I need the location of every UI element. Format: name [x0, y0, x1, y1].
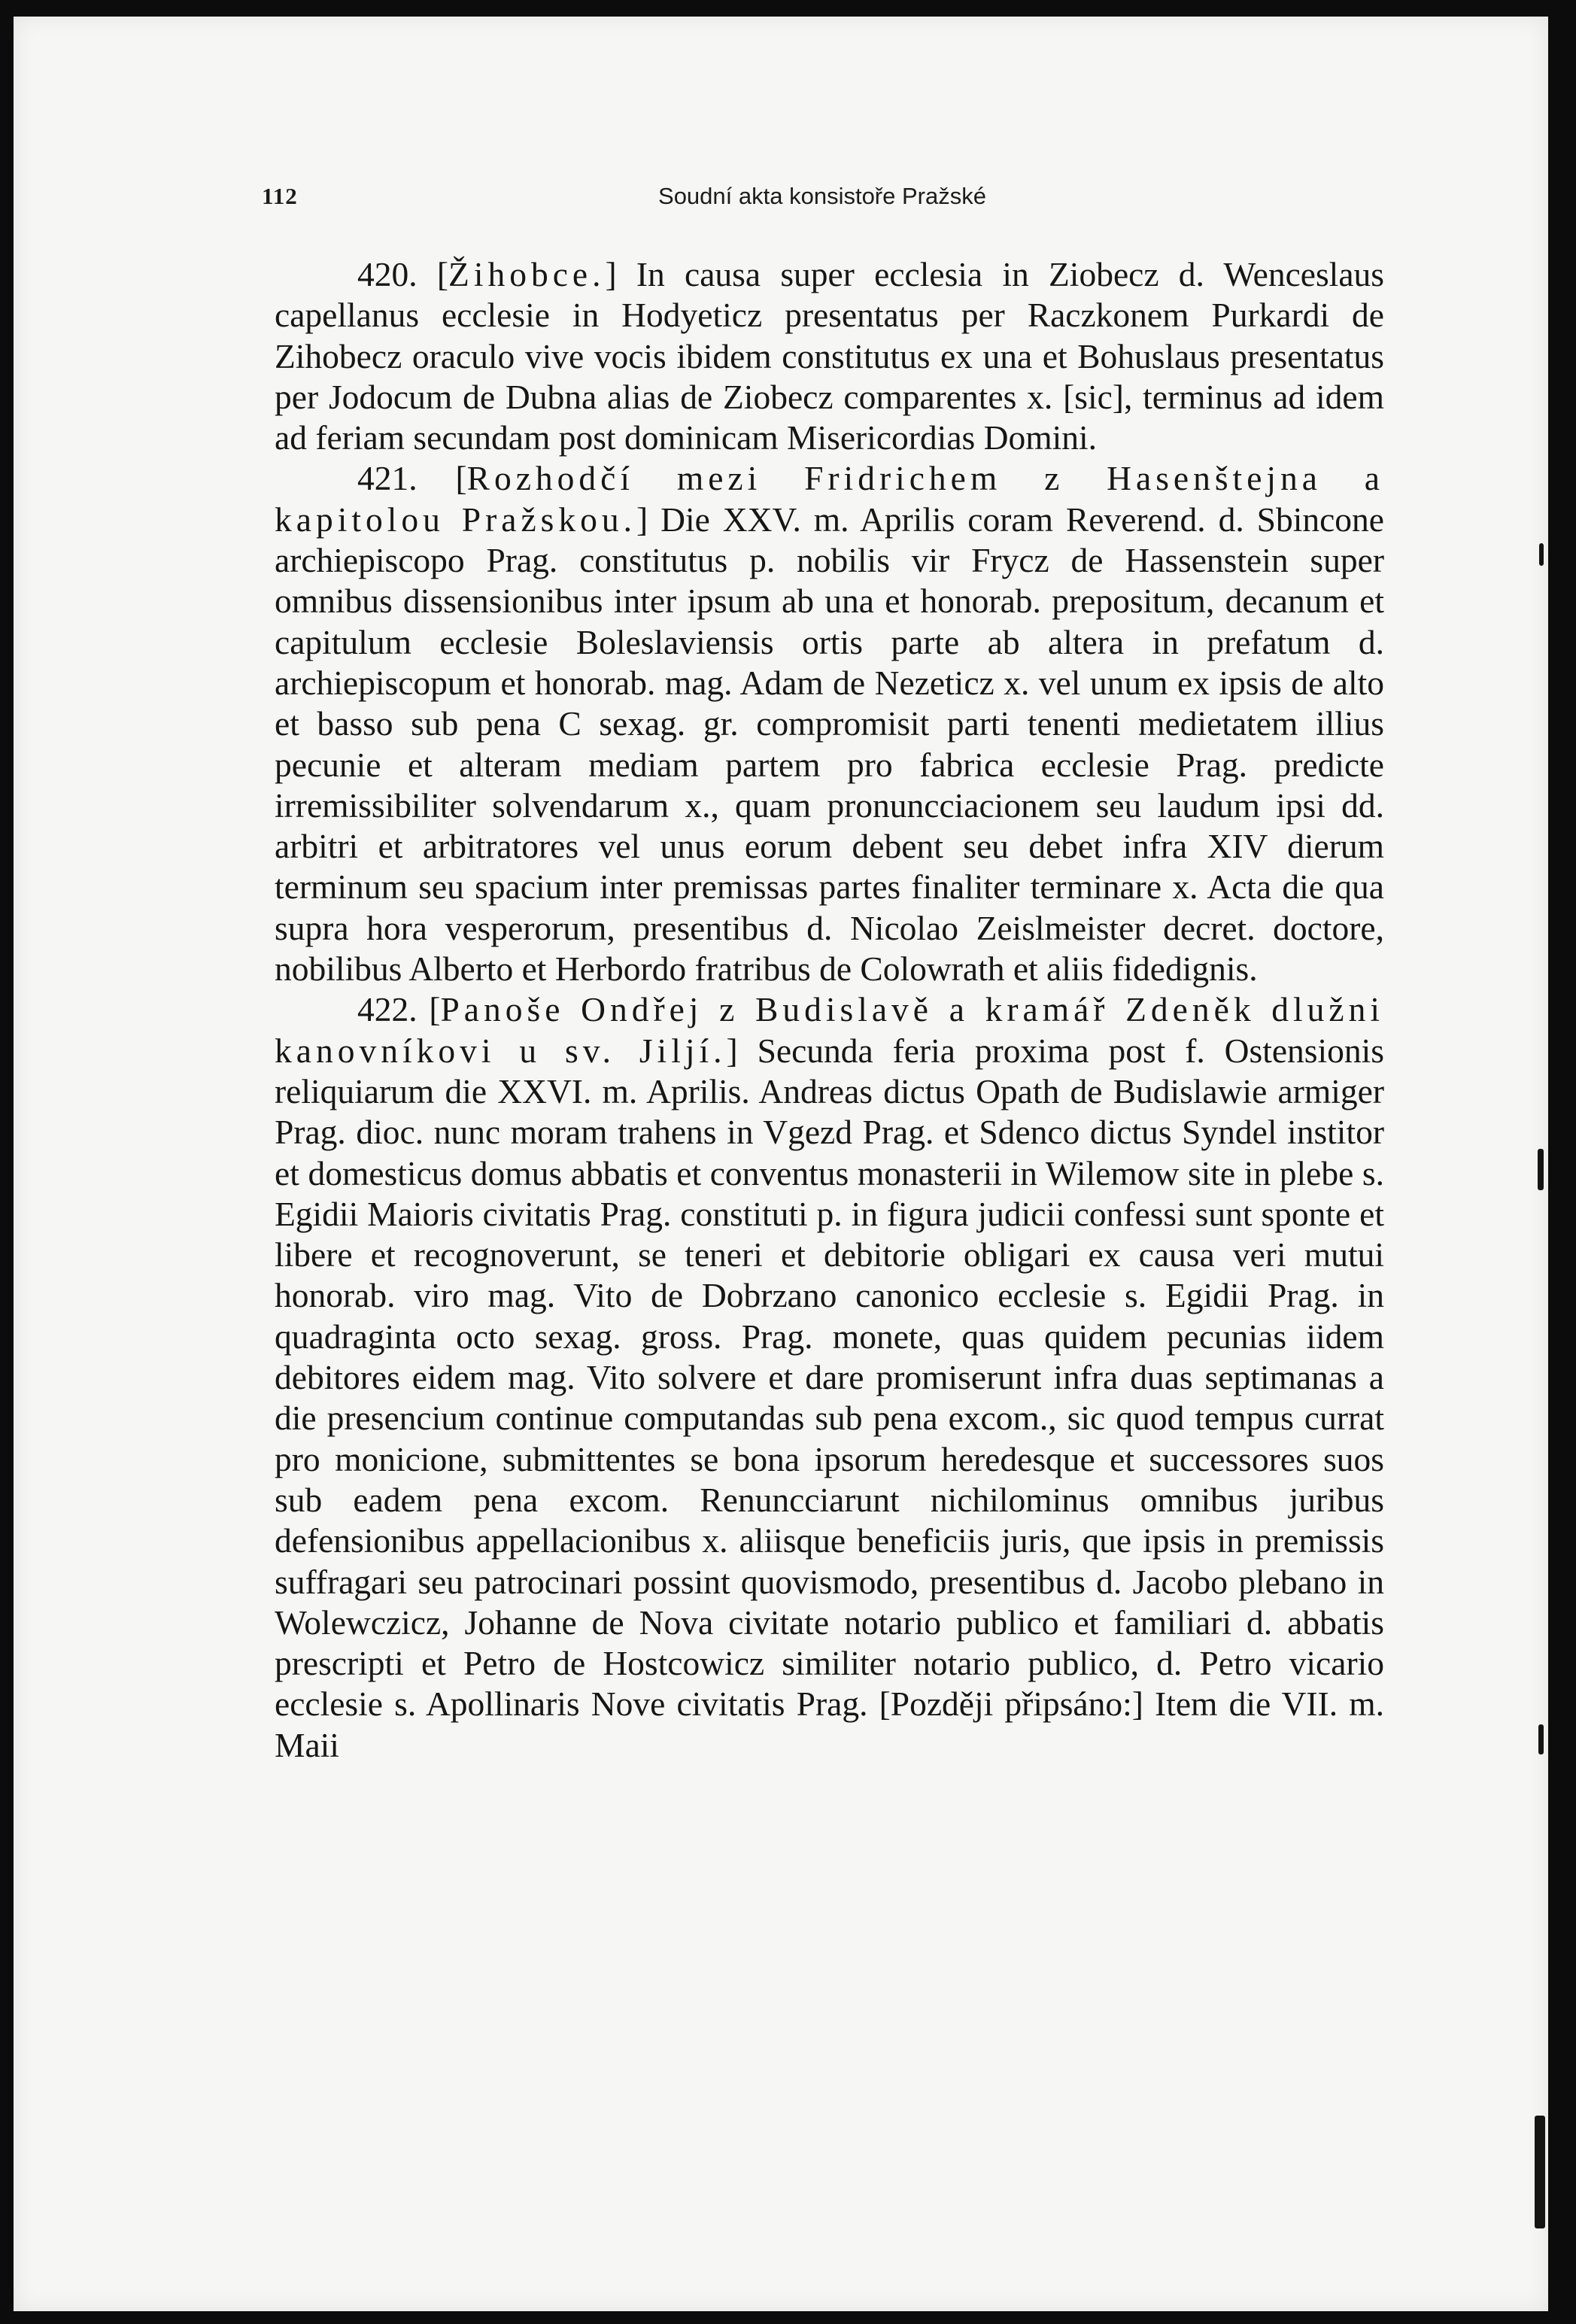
entry-number: 421.	[357, 459, 418, 498]
binding-mark	[1539, 543, 1544, 566]
entry-text: Secunda feria proxima post f. Ostensionis reliquiarum die XXVI. m. Aprilis. Andreas dictus Opath de Budislawie armiger Prag. dioc. nunc moram trahens in Vgezd Prag. et Sdenco dictus Syndel institor et domesticus domus abbatis et conventus monasterii in Wilemow site in plebe s. Egidii Maioris civitatis Prag. constituti p. in figura judicii confessi sunt sponte et libere et recognoverunt, se teneri et debitorie obligari ex causa veri mutui honorab. viro mag. Vito de Dobrzano canonico ecclesie s. Egidii Prag. in quadraginta octo sexag. gross. Prag. monete, quas quidem pecunias iidem debitores eidem mag. Vito solvere et dare promiserunt infra duas septimanas a die presencium continue computandas sub pena excom., sic quod tempus currat pro monicione, submittentes se bona ipsorum heredesque et successores suos sub eadem pena excom. Renuncciarunt nichilominus omnibus juribus defensionibus appellacionibus x. aliisque beneficiis juris, que ipsis in premissis suffragari seu patrocinari possint quovismodo, presentibus d. Jacobo plebano in Wolewczicz, Johanne de Nova civitate notario publico et familiari d. abbatis prescripti et Petro de Hostcowicz similiter notario publico, d. Petro vicario ecclesie s. Apollinaris Nove civitatis Prag. [Později připsáno:] Item die VII. m. Maii	[275, 1031, 1385, 1764]
entry-title: Žihobce.	[448, 255, 606, 293]
entry-421: 421. [Rozhodčí mezi Fridrichem z Hasenštejna a kapitolou Pražskou.] Die XXV. m. Aprilis coram Reverend. d. Sbincone archiepiscopo Prag. constitutus p. nobilis vir Frycz de Hassenstein super omnibus dissensionibus inter ipsum ab una et honorab. prepositum, decanum et capitulum ecclesie Boleslaviensis ortis parte ab altera in prefatum d. archiepiscopum et honorab. mag. Adam de Nezeticz x. vel unum ex ipsis de alto et basso sub pena C sexag. gr. compromisit parti tenenti medietatem illius pecunie et alteram mediam partem pro fabrica ecclesie Prag. predicte irremissibiliter solvendarum x., quam pronuncciacionem seu laudum ipsi dd. arbitri et arbitratores vel unus eorum debent seu debet infra XIV dierum terminum seu spacium inter premissas partes finaliter terminare x. Acta die qua supra hora vesperorum, presentibus d. Nicolao Zeislmeister decret. doctore, nobilibus Alberto et Herbordo fratribus de Colowrath et aliis fidedignis.	[275, 459, 1385, 989]
entry-title: Panoše Ondřej z Budislavě a kramář Zdeněk dlužni kanovníkovi u sv. Jiljí.	[275, 990, 1384, 1070]
binding-mark	[1535, 2116, 1545, 2228]
entry-422: 422. [Panoše Ondřej z Budislavě a kramář Zdeněk dlužni kanovníkovi u sv. Jiljí.] Secunda feria proxima post f. Ostensionis reliquiarum die XXVI. m. Aprilis. Andreas dictus Opath de Budislawie armiger Prag. dioc. nunc moram trahens in Vgezd Prag. et Sdenco dictus Syndel institor et domesticus domus abbatis et conventus monasterii in Wilemow site in plebe s. Egidii Maioris civitatis Prag. constituti p. in figura judicii confessi sunt sponte et libere et recognoverunt, se teneri et debitorie obligari ex causa veri mutui honorab. viro mag. Vito de Dobrzano canonico ecclesie s. Egidii Prag. in quadraginta octo sexag. gross. Prag. monete, quas quidem pecunias iidem debitores eidem mag. Vito solvere et dare promiserunt infra duas septimanas a die presencium continue computandas sub pena excom., sic quod tempus currat pro monicione, submittentes se bona ipsorum heredesque et successores suos sub eadem pena excom. Renuncciarunt nichilominus omnibus juribus defensionibus appellacionibus x. aliisque beneficiis juris, que ipsis in premissis suffragari seu patrocinari possint quovismodo, presentibus d. Jacobo plebano in Wolewczicz, Johanne de Nova civitate notario publico et familiari d. abbatis prescripti et Petro de Hostcowicz similiter notario publico, d. Petro vicario ecclesie s. Apollinaris Nove civitatis Prag. [Později připsáno:] Item die VII. m. Maii	[275, 990, 1385, 1764]
entry-number: 420.	[357, 255, 418, 293]
binding-mark	[1538, 1149, 1544, 1190]
page-header	[262, 183, 1383, 220]
entry-text: Die XXV. m. Aprilis coram Reverend. d. Sbincone archiepiscopo Prag. constitutus p. nobilis vir Frycz de Hassenstein super omnibus dissensionibus inter ipsum ab una et honorab. prepositum, decanum et capitulum ecclesie Boleslaviensis ortis parte ab altera in prefatum d. archiepiscopum et honorab. mag. Adam de Nezeticz x. vel unum ex ipsis de alto et basso sub pena C sexag. gr. compromisit parti tenenti medietatem illius pecunie et alteram mediam partem pro fabrica ecclesie Prag. predicte irremissibiliter solvendarum x., quam pronuncciacionem seu laudum ipsi dd. arbitri et arbitratores vel unus eorum debent seu debet infra XIV dierum terminum seu spacium inter premissas partes finaliter terminare x. Acta die qua supra hora vesperorum, presentibus d. Nicolao Zeislmeister decret. doctore, nobilibus Alberto et Herbordo fratribus de Colowrath et aliis fidedignis.	[275, 500, 1384, 989]
entry-number: 422.	[357, 990, 418, 1029]
running-title: Soudní akta konsistoře Pražské	[658, 183, 986, 209]
entry-title: Rozhodčí mezi Fridrichem z Hasenštejna a kapitolou Pražskou.	[275, 459, 1385, 539]
entry-420: 420. [Žihobce.] In causa super ecclesia in Ziobecz d. Wenceslaus capellanus ecclesie in Hodyeticz presentatus per Raczkonem Purkardi de Zihobecz oraculo vive vocis ibidem constitutus ex una et Bohuslaus presentatus per Jodocum de Dubna alias de Ziobecz comparentes x. [sic], terminus ad idem ad feriam secundam post dominicam Misericordias Domini.	[275, 255, 1384, 457]
entry-text: In causa super ecclesia in Ziobecz d. Wenceslaus capellanus ecclesie in Hodyeticz presentatus per Raczkonem Purkardi de Zihobecz oraculo vive vocis ibidem constitutus ex una et Bohuslaus presentatus per Jodocum de Dubna alias de Ziobecz comparentes x. [sic], terminus ad idem ad feriam secundam post dominicam Misericordias Domini.	[275, 255, 1384, 457]
page-body	[275, 254, 1384, 1766]
binding-mark	[1538, 1724, 1544, 1754]
page-number: 112	[262, 183, 298, 209]
